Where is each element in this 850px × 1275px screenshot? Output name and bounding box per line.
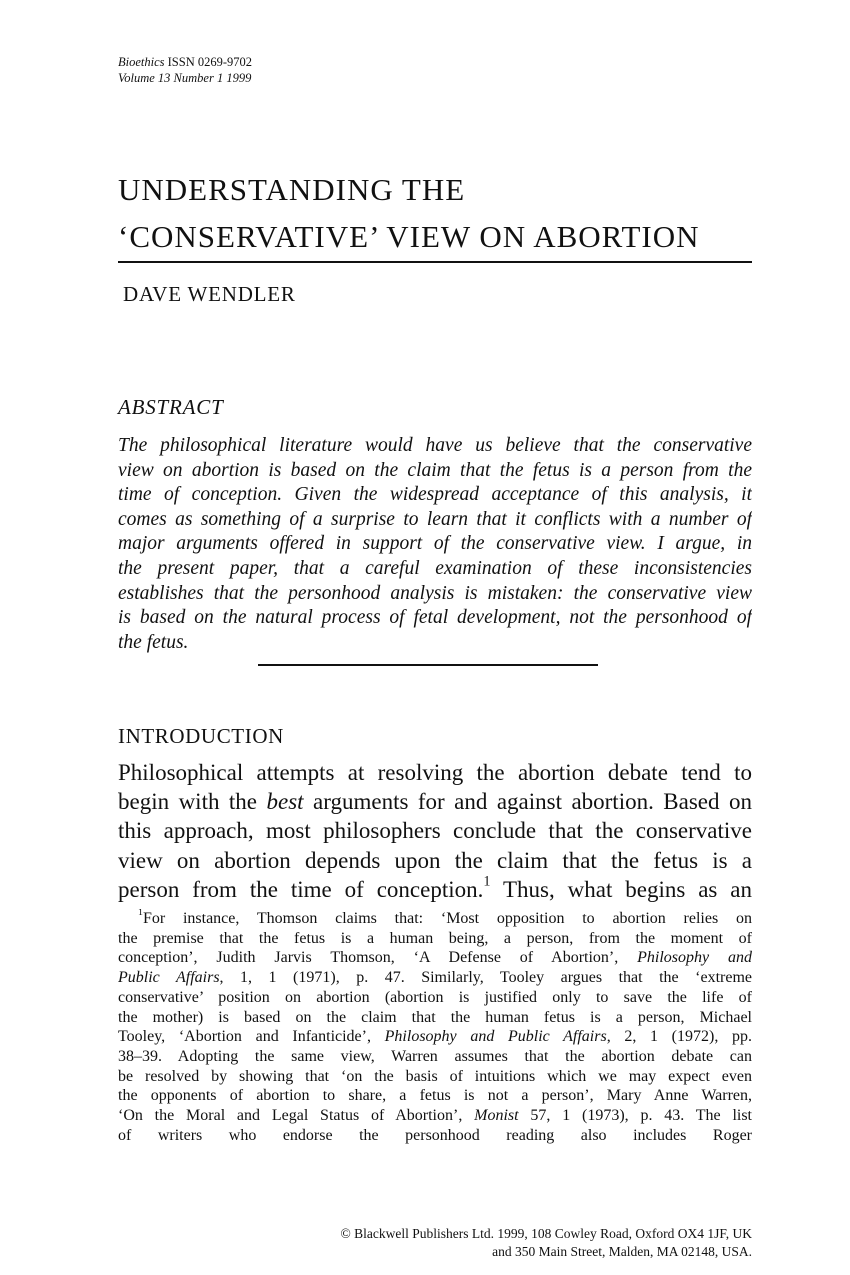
text-line <box>118 557 752 582</box>
issn: ISSN 0269-9702 <box>167 55 253 69</box>
text-segment: this approach, most philosophers conclude that the conservative <box>118 818 752 844</box>
text-segment: Philosophical attempts at resolving the abortion debate tend to <box>118 760 752 785</box>
text-segment: the fetus. <box>118 631 189 653</box>
title-rule <box>118 261 752 263</box>
text-line <box>118 846 752 875</box>
italic-text: Philosophy and Public Affairs <box>384 1028 607 1046</box>
article-title <box>118 166 700 260</box>
copyright-line-2: and 350 Main Street, Malden, MA 02148, USA. <box>492 1244 752 1259</box>
text-line <box>118 875 752 904</box>
text-line <box>118 758 752 787</box>
journal-header <box>118 54 252 86</box>
text-line <box>118 787 752 816</box>
text-line <box>118 1106 752 1126</box>
text-line <box>118 582 752 607</box>
abstract-heading: ABSTRACT <box>118 395 224 419</box>
text-line <box>118 631 752 656</box>
italic-text: best <box>266 789 304 815</box>
introduction-text <box>118 758 752 904</box>
text-line <box>118 1086 752 1106</box>
text-line <box>118 816 752 845</box>
text-line <box>118 606 752 631</box>
text-line <box>118 483 752 508</box>
text-line <box>118 532 752 557</box>
text-line <box>118 929 752 949</box>
text-segment: For instance, Thomson claims that: ‘Most opposition to abortion relies on <box>142 910 752 927</box>
text-line <box>118 1126 752 1146</box>
author-name: DAVE WENDLER <box>123 282 296 306</box>
text-segment: comes as something of a surprise to learn that it conflicts with a number of <box>118 508 752 530</box>
text-line <box>118 1008 752 1028</box>
footnote-marker: 1 <box>138 909 143 919</box>
text-segment: be resolved by showing that ‘on the basis of intuitions which we may expect even <box>118 1067 752 1085</box>
text-line <box>118 1047 752 1067</box>
text-segment: arguments for and against abortion. Based on <box>303 789 752 815</box>
section-divider <box>258 664 598 666</box>
text-line <box>118 988 752 1008</box>
text-segment: view on abortion depends upon the claim that the fetus is a <box>118 847 752 873</box>
introduction-heading: INTRODUCTION <box>118 724 284 748</box>
text-line <box>118 434 752 459</box>
text-segment: time of conception. Given the widespread acceptance of this analysis, it <box>118 484 752 506</box>
italic-text: Monist <box>474 1107 519 1125</box>
journal-name: Bioethics <box>118 55 165 69</box>
text-segment: , 2, 1 (1972), pp. <box>606 1028 752 1046</box>
italic-text: Philosophy and <box>637 949 752 967</box>
footnote-marker: 1 <box>483 874 491 890</box>
text-segment: 38–39. Adopting the same view, Warren assumes that the abortion debate can <box>118 1047 752 1065</box>
text-segment: establishes that the personhood analysis is mistaken: the conservative view <box>118 582 752 604</box>
text-segment: view on abortion is based on the claim that the fetus is a person from the <box>118 459 752 481</box>
text-segment: begin with the <box>118 789 267 815</box>
text-segment: is based on the natural process of fetal development, not the personhood of <box>118 607 752 629</box>
text-line <box>118 1027 752 1047</box>
title-line-1: UNDERSTANDING THE <box>118 172 466 207</box>
copyright-line-1: © Blackwell Publishers Ltd. 1999, 108 Cowley Road, Oxford OX4 1JF, UK <box>340 1226 752 1241</box>
text-segment: The philosophical literature would have us believe that the conservative <box>118 435 752 456</box>
copyright-notice <box>340 1225 752 1261</box>
text-segment: conservative’ position on abortion (abortion is justified only to save the life of <box>118 988 752 1006</box>
text-segment: the opponents of abortion to share, a fetus is not a person’, Mary Anne Warren, <box>118 1087 752 1105</box>
abstract-text <box>118 434 752 655</box>
text-segment: , 1, 1 (1971), p. 47. Similarly, Tooley argues that the ‘extreme <box>219 969 752 987</box>
text-line <box>118 909 752 929</box>
italic-text: Public Affairs <box>118 969 220 987</box>
text-segment: person from the time of conception. <box>118 876 484 902</box>
text-segment: major arguments offered in support of the conservative view. I argue, in <box>118 533 752 555</box>
text-segment: Thus, what begins as an <box>490 876 752 902</box>
text-segment: ‘On the Moral and Legal Status of Abortion’, <box>118 1107 475 1125</box>
text-line <box>118 968 752 988</box>
volume-info: Volume 13 Number 1 1999 <box>118 71 252 85</box>
text-line <box>118 459 752 484</box>
text-segment: of writers who endorse the personhood reading also includes Roger <box>118 1126 752 1144</box>
text-segment: the premise that the fetus is a human being, a person, from the moment of <box>118 929 752 947</box>
text-line <box>118 1067 752 1087</box>
text-segment: the present paper, that a careful examination of these inconsistencies <box>118 557 752 579</box>
text-segment: the mother) is based on the claim that the human fetus is a person, Michael <box>118 1008 752 1026</box>
text-line <box>118 948 752 968</box>
text-segment: conception’, Judith Jarvis Thomson, ‘A Defense of Abortion’, <box>118 949 638 967</box>
text-segment: 57, 1 (1973), p. 43. The list <box>518 1107 752 1125</box>
footnote-1 <box>118 909 752 1145</box>
text-line <box>118 508 752 533</box>
text-segment: Tooley, ‘Abortion and Infanticide’, <box>118 1028 385 1046</box>
title-line-2: ‘CONSERVATIVE’ VIEW ON ABORTION <box>118 219 700 254</box>
